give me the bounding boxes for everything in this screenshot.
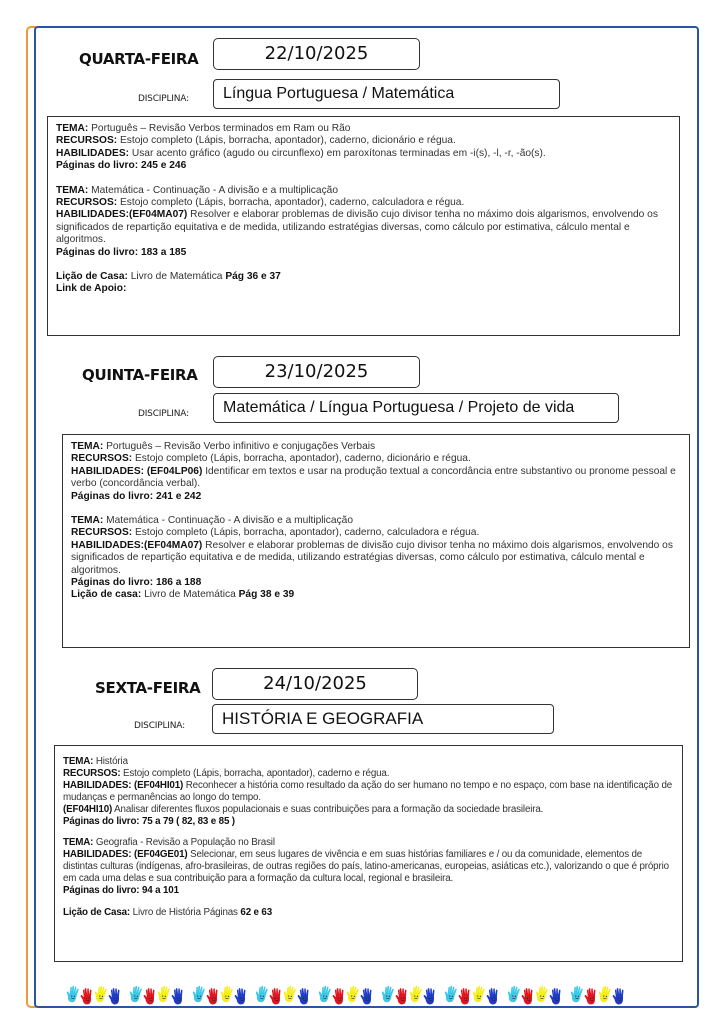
recursos-label: RECURSOS: <box>71 453 133 465</box>
homework-line <box>71 589 681 601</box>
homework-text: Livro de Matemática <box>130 271 223 283</box>
hand-group <box>444 984 501 1006</box>
recursos-text: Estojo completo (Lápis, borracha, apontador), caderno, calculadora e régua. <box>119 197 465 209</box>
discipline-box: HISTÓRIA E GEOGRAFIA <box>212 704 554 734</box>
discipline-label: DISCIPLINA: <box>138 409 189 419</box>
homework-label: Lição de casa: <box>71 589 142 601</box>
tema-text: Matemática - Continuação - A divisão e a multiplicação <box>106 515 353 527</box>
paginas-label: Páginas do livro: <box>71 577 154 589</box>
hand-icon <box>422 985 440 1007</box>
habilidades-code: (EF04GE01) <box>134 849 188 861</box>
hand-icon <box>107 985 125 1007</box>
tema-text: Matemática - Continuação - A divisão e a multiplicação <box>91 184 338 196</box>
tema-text: Geografia - Revisão a População no Brasil <box>95 837 275 849</box>
habilidades-code: (EF04HI01) <box>134 779 184 791</box>
recursos-text: Estojo completo (Lápis, borracha, apontador), caderno e régua. <box>123 767 390 779</box>
habilidades-label: HABILIDADES: <box>56 209 130 221</box>
habilidades-code-2: (EF04HI10) <box>63 803 113 815</box>
recursos-text: Estojo completo (Lápis, borracha, apontador), caderno, dicionário e régua. <box>119 135 456 147</box>
paginas-label: Páginas do livro: <box>56 246 139 258</box>
hand-icon <box>611 985 629 1007</box>
habilidades-code: (EF04MA07) <box>144 539 203 551</box>
date-box: 23/10/2025 <box>213 356 420 388</box>
tema-label: TEMA: <box>71 441 104 452</box>
habilidades-code: (EF04MA07) <box>129 209 188 221</box>
homework-text: Livro de História Páginas <box>132 906 238 918</box>
recursos-label: RECURSOS: <box>56 135 118 147</box>
homework-label: Lição de Casa: <box>63 906 131 918</box>
tema-label: TEMA: <box>63 756 94 767</box>
paginas-value: 183 a 185 <box>140 246 187 258</box>
tema-label: TEMA: <box>56 184 89 196</box>
tema-text: Português – Revisão Verbo infinitivo e conjugações Verbais <box>106 441 376 452</box>
discipline-box: Língua Portuguesa / Matemática <box>213 79 560 109</box>
discipline-box: Matemática / Língua Portuguesa / Projeto de vida <box>213 393 619 423</box>
homework-text: Livro de Matemática <box>144 589 236 601</box>
discipline-label: DISCIPLINA: <box>138 94 189 104</box>
homework-label: Lição de Casa: <box>56 271 128 283</box>
lesson-block <box>56 185 671 259</box>
hand-group <box>129 984 186 1006</box>
decorative-hands-border <box>66 984 666 1006</box>
paginas-label: Páginas do livro: <box>71 490 154 502</box>
habilidades-text: Reconhecer a história como resultado da ação do ser humano no tempo e no espaço, com base na identificação de mudanças e permanências ao longo do tempo. <box>63 779 673 803</box>
hand-group <box>255 984 312 1006</box>
paginas-label: Páginas do livro: <box>63 885 140 897</box>
recursos-text: Estojo completo (Lápis, borracha, apontador), caderno, dicionário e régua. <box>134 453 471 465</box>
lesson-block <box>63 756 674 827</box>
hand-icon <box>359 985 377 1007</box>
hand-group <box>570 984 627 1006</box>
tema-text: História <box>95 756 128 767</box>
day-label: SEXTA-FEIRA <box>95 679 201 697</box>
tema-label: TEMA: <box>71 515 104 527</box>
hand-group <box>192 984 249 1006</box>
habilidades-text: Selecionar, em seus lugares de vivência e em suas histórias familiares e / ou da comunidade, elementos de distintas culturas (indígenas, afro-brasileiras, de outras regiões do país, latino-americanas, europeias, asiáticas etc.), valorizando o que é próprio em cada uma delas e sua contribuição para a formação da cultura local, regional e brasileira. <box>63 849 669 885</box>
lesson-content-box <box>47 116 680 336</box>
hand-group <box>381 984 438 1006</box>
hand-icon <box>233 985 251 1007</box>
homework-line <box>56 271 671 283</box>
homework-pages: Pág 38 e 39 <box>238 589 295 601</box>
habilidades-label: HABILIDADES: <box>63 849 132 861</box>
paginas-value: 186 a 188 <box>155 577 202 589</box>
recursos-label: RECURSOS: <box>71 527 133 539</box>
paginas-value: 75 a 79 ( 82, 83 e 85 ) <box>141 815 235 827</box>
paginas-value: 241 e 242 <box>155 490 202 502</box>
date-box: 24/10/2025 <box>212 668 418 700</box>
hand-icon <box>296 985 314 1007</box>
recursos-label: RECURSOS: <box>56 197 118 209</box>
paginas-label: Páginas do livro: <box>63 815 140 827</box>
lesson-block <box>63 837 674 897</box>
homework-pages: Pág 36 e 37 <box>225 271 281 283</box>
habilidades-label: HABILIDADES: <box>63 779 132 791</box>
recursos-label: RECURSOS: <box>63 767 121 779</box>
habilidades-text: Identificar em textos e usar na produção textual a concordância entre substantivo ou pronome pessoal e verbo (concordância verbal). <box>71 465 676 490</box>
recursos-text: Estojo completo (Lápis, borracha, apontador), caderno, calculadora e régua. <box>134 527 480 539</box>
hand-group <box>318 984 375 1006</box>
homework-line <box>63 907 674 919</box>
homework-pages: 62 e 63 <box>240 906 273 918</box>
paginas-value: 245 e 246 <box>140 160 187 172</box>
lesson-block <box>71 515 681 589</box>
tema-label: TEMA: <box>63 837 94 849</box>
lesson-block <box>56 123 671 173</box>
support-link-label: Link de Apoio: <box>56 283 127 295</box>
hand-icon <box>485 985 503 1007</box>
habilidades-label: HABILIDADES: <box>71 465 145 477</box>
tema-text: Português – Revisão Verbos terminados em Ram ou Rão <box>91 123 351 134</box>
lesson-block <box>71 441 681 503</box>
hand-group <box>507 984 564 1006</box>
habilidades-label: HABILIDADES: <box>71 539 145 551</box>
paginas-value: 94 a 101 <box>141 885 179 897</box>
lesson-content-box <box>54 745 683 962</box>
date-box: 22/10/2025 <box>213 38 420 70</box>
hand-group <box>66 984 123 1006</box>
day-label: QUINTA-FEIRA <box>82 366 198 384</box>
habilidades-label: HABILIDADES: <box>56 147 130 159</box>
discipline-label: DISCIPLINA: <box>134 721 185 731</box>
hand-icon <box>548 985 566 1007</box>
habilidades-text: Resolver e elaborar problemas de divisão cujo divisor tenha no máximo dois algarismos, envolvendo os significados de repartição equitativa e de medida, utilizando estratégias diversas, como cálculo por estimativa, cálculo mental e algoritmos. <box>71 539 673 576</box>
day-label: QUARTA-FEIRA <box>79 50 199 68</box>
habilidades-text-2: Analisar diferentes fluxos populacionais e suas contribuições para a formação da sociedade brasileira. <box>114 803 544 815</box>
habilidades-text: Resolver e elaborar problemas de divisão cujo divisor tenha no máximo dois algarismos, envolvendo os significados de repartição equitativa e de medida, utilizando estratégias diversas, como cálculo por estimativa, cálculo mental e algoritmos. <box>56 209 658 246</box>
habilidades-text: Usar acento gráfico (agudo ou circunflexo) em paroxítonas terminadas em -i(s), -l, -r, -ão(s). <box>131 147 546 159</box>
hand-icon <box>170 985 188 1007</box>
tema-label: TEMA: <box>56 123 89 134</box>
habilidades-code: (EF04LP06) <box>146 465 203 477</box>
lesson-content-box <box>62 434 690 648</box>
paginas-label: Páginas do livro: <box>56 160 139 172</box>
